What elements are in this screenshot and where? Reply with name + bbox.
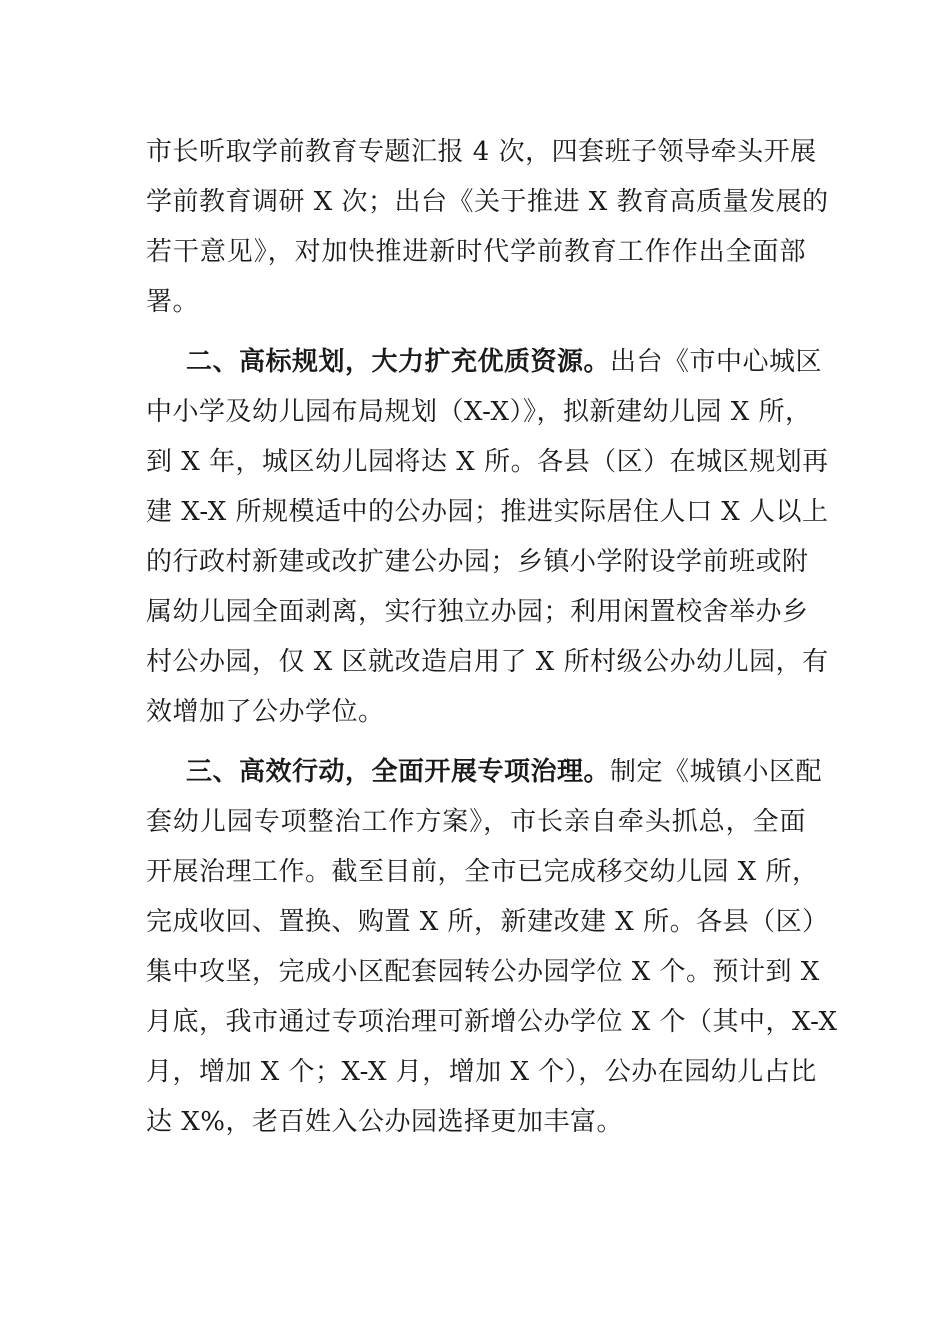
text-line: 村公办园，仅 X 区就改造启用了 X 所村级公办幼儿园，有	[146, 647, 829, 677]
text-line: 市长听取学前教育专题汇报 4 次，四套班子领导牵头开展	[146, 137, 817, 167]
text-line: 集中攻坚，完成小区配套园转公办园学位 X 个。预计到 X	[146, 957, 820, 987]
text-line: 套幼儿园专项整治工作方案》，市长亲自牵头抓总，全面	[146, 807, 806, 837]
text-run: 出台《市中心城区	[610, 347, 823, 377]
text-line: 学前教育调研 X 次；出台《关于推进 X 教育高质量发展的	[146, 187, 829, 217]
section-heading-line	[186, 344, 823, 380]
text-line: 达 X%，老百姓入公办园选择更加丰富。	[146, 1107, 623, 1137]
text-line: 署。	[146, 287, 200, 317]
text-line: 属幼儿园全面剥离，实行独立办园；利用闲置校舍举办乡	[146, 597, 809, 627]
text-line: 效增加了公办学位。	[146, 697, 385, 727]
text-line: 若干意见》，对加快推进新时代学前教育工作作出全面部	[146, 237, 806, 267]
section-heading: 三、高效行动，全面开展专项治理。	[186, 757, 611, 787]
text-line: 建 X-X 所规模适中的公办园；推进实际居住人口 X 人以上	[146, 497, 829, 527]
section-heading-line	[186, 754, 823, 790]
text-line: 开展治理工作。截至目前，全市已完成移交幼儿园 X 所，	[146, 857, 819, 887]
text-line: 月底，我市通过专项治理可新增公办学位 X 个（其中，X-X	[146, 1007, 838, 1037]
text-line: 完成收回、置换、购置 X 所，新建改建 X 所。各县（区）	[146, 907, 829, 937]
text-line: 月，增加 X 个；X-X 月，增加 X 个），公办在园幼儿占比	[146, 1057, 817, 1087]
text-line: 到 X 年，城区幼儿园将达 X 所。各县（区）在城区规划再	[146, 447, 829, 477]
text-line: 的行政村新建或改扩建公办园；乡镇小学附设学前班或附	[146, 547, 809, 577]
text-line: 中小学及幼儿园布局规划（X-X）》，拟新建幼儿园 X 所，	[146, 397, 812, 427]
text-run: 制定《城镇小区配	[610, 757, 823, 787]
section-heading: 二、高标规划，大力扩充优质资源。	[186, 347, 611, 377]
